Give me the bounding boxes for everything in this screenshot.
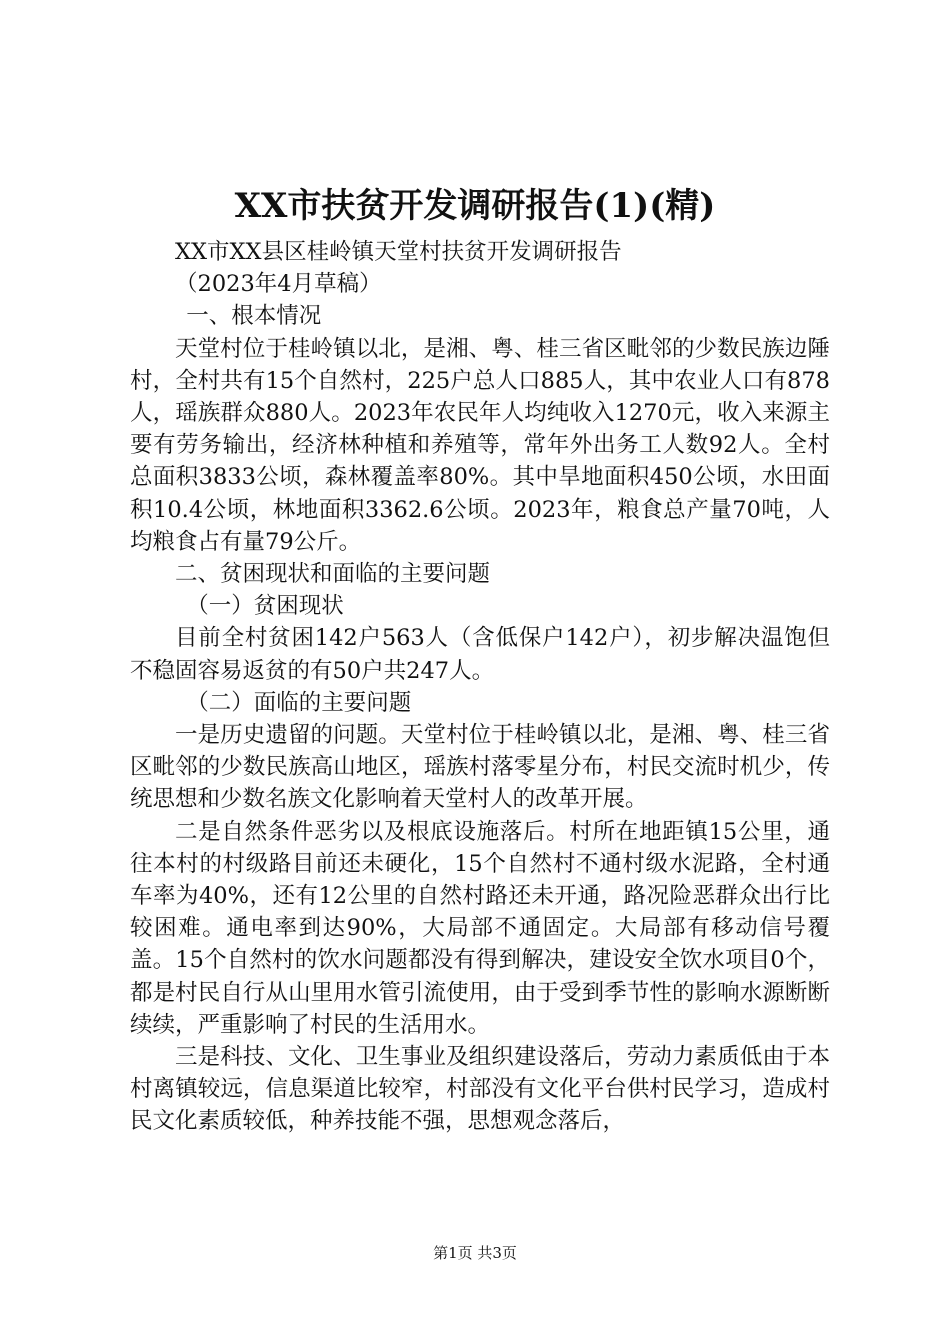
document-body (130, 236, 830, 1138)
subsection-2-heading: （二）面临的主要问题 (186, 689, 412, 716)
problem-1-paragraph: 一是历史遗留的问题。天堂村位于桂岭镇以北，是湘、粤、桂三省区毗邻的少数民族高山地区，瑶族村落零星分布，村民交流时机少，传统思想和少数名族文化影响着天堂村人的改革开展。 (130, 722, 830, 813)
section-2-heading: 二、贫困现状和面临的主要问题 (175, 561, 491, 588)
document-title: XX市扶贫开发调研报告(1)(精) (234, 186, 716, 226)
subsection-1-paragraph: 目前全村贫困142户563人（含低保户142户），初步解决温饱但不稳固容易返贫的有50户共247人。 (130, 625, 830, 684)
section-1-heading: 一、根本情况 (186, 303, 322, 330)
draft-note: （2023年4月草稿） (175, 271, 382, 298)
page-footer: 第1页 共3页 (433, 1244, 517, 1262)
subsection-1-heading: （一）贫困现状 (186, 593, 344, 620)
report-subtitle: XX市XX县区桂岭镇天堂村扶贫开发调研报告 (175, 239, 622, 265)
section-1-paragraph: 天堂村位于桂岭镇以北，是湘、粤、桂三省区毗邻的少数民族边陲村，全村共有15个自然村，225户总人口885人，其中农业人口有878人，瑶族群众880人。2023年农民年人均纯收入1270元，收入来源主要有劳务输出，经济林种植和养殖等，常年外出务工人数92人。全村总面积3833公顷，森林覆盖率80%。其中旱地面积450公顷，水田面积10.4公顷，林地面积3362.6公顷。2023年，粮食总产量70吨，人均粮食占有量79公斤。 (130, 335, 830, 555)
problem-2-paragraph: 二是自然条件恶劣以及根底设施落后。村所在地距镇15公里，通往本村的村级路目前还未硬化，15个自然村不通村级水泥路，全村通车率为40%，还有12公里的自然村路还未开通，路况险恶群众出行比较困难。通电率到达90%，大局部不通固定。大局部有移动信号覆盖。15个自然村的饮水问题都没有得到解决，建设安全饮水项目0个，都是村民自行从山里用水管引流使用，由于受到季节性的影响水源断断续续，严重影响了村民的生活用水。 (130, 818, 830, 1038)
problem-3-paragraph: 三是科技、文化、卫生事业及组织建设落后，劳动力素质低由于本村离镇较远，信息渠道比较窄，村部没有文化平台供村民学习，造成村民文化素质较低，种养技能不强，思想观念落后， (130, 1044, 830, 1135)
